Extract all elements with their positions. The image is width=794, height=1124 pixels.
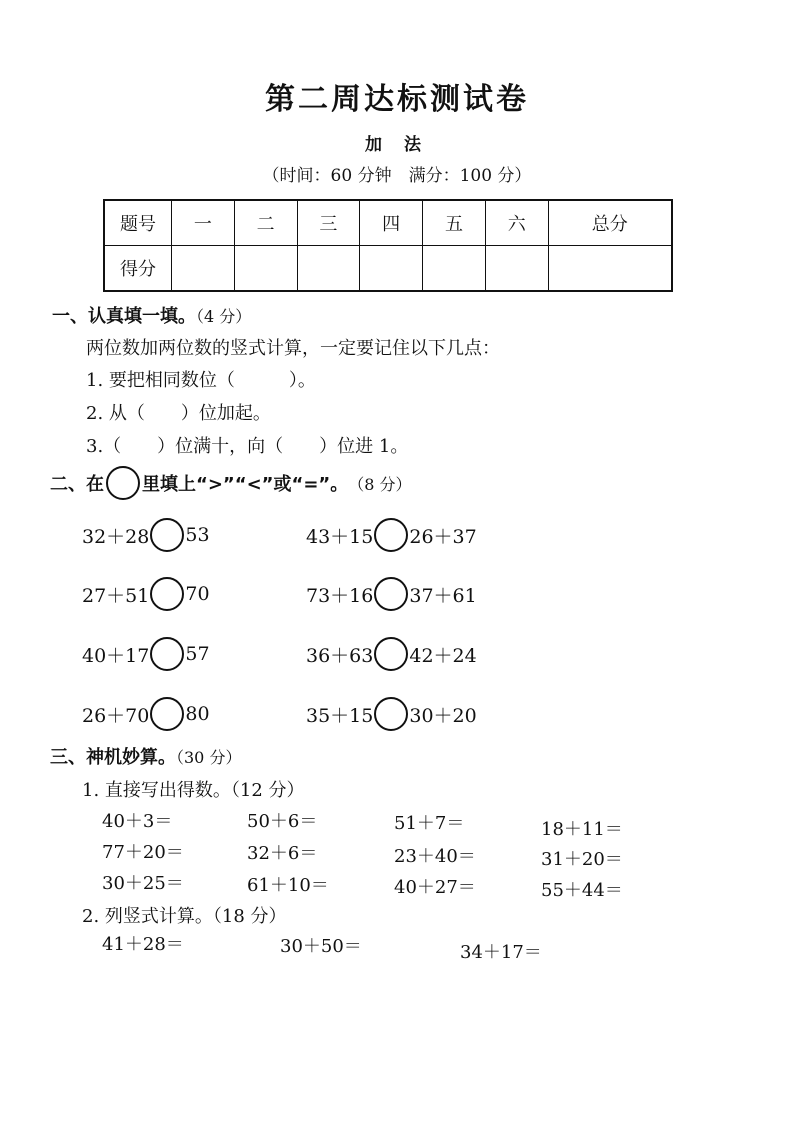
score-table-header-row bbox=[104, 200, 672, 246]
calc-item[interactable]: 77＋20＝ bbox=[102, 842, 184, 863]
compare-item bbox=[82, 577, 210, 611]
score-cell[interactable] bbox=[234, 246, 297, 292]
section1-heading-text: 一、认真填一填。 bbox=[52, 306, 196, 327]
vertical-calc-item[interactable]: 34＋17＝ bbox=[460, 942, 542, 963]
calc-item[interactable]: 51＋7＝ bbox=[394, 813, 465, 834]
compare-left: 36＋63 bbox=[306, 644, 374, 667]
compare-circle[interactable] bbox=[150, 697, 184, 731]
compare-item bbox=[82, 637, 210, 671]
section3-part2-title: 2. 列竖式计算。（18 分） bbox=[82, 906, 287, 927]
column-header: 四 bbox=[360, 200, 423, 246]
compare-item bbox=[306, 577, 477, 611]
calc-item[interactable]: 50＋6＝ bbox=[247, 811, 318, 832]
section1-item-3[interactable]: 3.（ ）位满十，向（ ）位进 1。 bbox=[86, 436, 409, 457]
score-cell[interactable] bbox=[548, 246, 672, 292]
score-cell[interactable] bbox=[485, 246, 548, 292]
compare-item bbox=[82, 518, 210, 552]
compare-circle[interactable] bbox=[374, 637, 408, 671]
score-label: 得分 bbox=[104, 246, 172, 292]
section2-heading-suffix: 里填上“>”“<”或“=”。 bbox=[142, 474, 349, 495]
score-cell[interactable] bbox=[423, 246, 486, 292]
calc-item[interactable]: 23＋40＝ bbox=[394, 846, 476, 867]
page-title: 第二周达标测试卷 bbox=[265, 82, 529, 117]
calc-item[interactable]: 32＋6＝ bbox=[247, 843, 318, 864]
section3-part1-title: 1. 直接写出得数。（12 分） bbox=[82, 780, 305, 801]
compare-left: 73＋16 bbox=[306, 584, 374, 607]
column-header: 六 bbox=[485, 200, 548, 246]
compare-right: 57 bbox=[185, 643, 210, 665]
compare-left: 32＋28 bbox=[82, 525, 150, 548]
compare-circle[interactable] bbox=[150, 577, 184, 611]
compare-right: 42＋24 bbox=[409, 644, 477, 667]
column-header: 一 bbox=[172, 200, 235, 246]
compare-item bbox=[306, 637, 477, 671]
calc-item[interactable]: 40＋3＝ bbox=[102, 811, 173, 832]
compare-left: 43＋15 bbox=[306, 525, 374, 548]
calc-item[interactable]: 61＋10＝ bbox=[247, 875, 329, 896]
compare-circle[interactable] bbox=[374, 577, 408, 611]
compare-right: 80 bbox=[185, 703, 210, 725]
circle-icon bbox=[106, 466, 140, 500]
section1-points: （4 分） bbox=[196, 307, 252, 326]
column-header: 二 bbox=[234, 200, 297, 246]
section2-heading bbox=[50, 466, 412, 500]
compare-item bbox=[82, 697, 210, 731]
compare-left: 27＋51 bbox=[82, 584, 150, 607]
vertical-calc-item[interactable]: 30＋50＝ bbox=[280, 936, 362, 957]
column-header: 五 bbox=[423, 200, 486, 246]
time-info: （时间：60 分钟 满分：100 分） bbox=[262, 166, 532, 186]
section2-heading-prefix: 二、在 bbox=[50, 474, 104, 495]
calc-item[interactable]: 30＋25＝ bbox=[102, 873, 184, 894]
compare-circle[interactable] bbox=[150, 637, 184, 671]
compare-right: 70 bbox=[185, 583, 210, 605]
section1-item-1[interactable]: 1. 要把相同数位（ ）。 bbox=[86, 370, 316, 391]
calc-item[interactable]: 40＋27＝ bbox=[394, 877, 476, 898]
compare-right: 26＋37 bbox=[409, 525, 477, 548]
compare-circle[interactable] bbox=[374, 697, 408, 731]
compare-right: 53 bbox=[185, 524, 210, 546]
section1-heading bbox=[52, 302, 251, 328]
score-table bbox=[103, 199, 673, 292]
score-cell[interactable] bbox=[360, 246, 423, 292]
compare-circle[interactable] bbox=[374, 518, 408, 552]
compare-right: 37＋61 bbox=[409, 584, 477, 607]
compare-item bbox=[306, 697, 477, 731]
compare-left: 35＋15 bbox=[306, 704, 374, 727]
compare-circle[interactable] bbox=[150, 518, 184, 552]
score-cell[interactable] bbox=[172, 246, 235, 292]
compare-item bbox=[306, 518, 477, 552]
compare-left: 40＋17 bbox=[82, 644, 150, 667]
section3-heading-text: 三、神机妙算。 bbox=[50, 747, 176, 768]
page-subtitle: 加 法 bbox=[365, 135, 429, 155]
section1-intro: 两位数加两位数的竖式计算，一定要记住以下几点： bbox=[86, 338, 500, 359]
compare-left: 26＋70 bbox=[82, 704, 150, 727]
section3-heading bbox=[50, 743, 241, 769]
question-number-label: 题号 bbox=[104, 200, 172, 246]
section1-item-2[interactable]: 2. 从（ ）位加起。 bbox=[86, 403, 271, 424]
section3-points: （30 分） bbox=[176, 748, 242, 767]
compare-right: 30＋20 bbox=[409, 704, 477, 727]
calc-item[interactable]: 31＋20＝ bbox=[541, 849, 623, 870]
calc-item[interactable]: 18＋11＝ bbox=[541, 819, 623, 840]
vertical-calc-item[interactable]: 41＋28＝ bbox=[102, 934, 184, 955]
column-header: 三 bbox=[297, 200, 360, 246]
section2-points: （8 分） bbox=[348, 474, 412, 494]
calc-item[interactable]: 55＋44＝ bbox=[541, 880, 623, 901]
score-cell[interactable] bbox=[297, 246, 360, 292]
column-header: 总分 bbox=[548, 200, 672, 246]
score-table-score-row bbox=[104, 246, 672, 292]
